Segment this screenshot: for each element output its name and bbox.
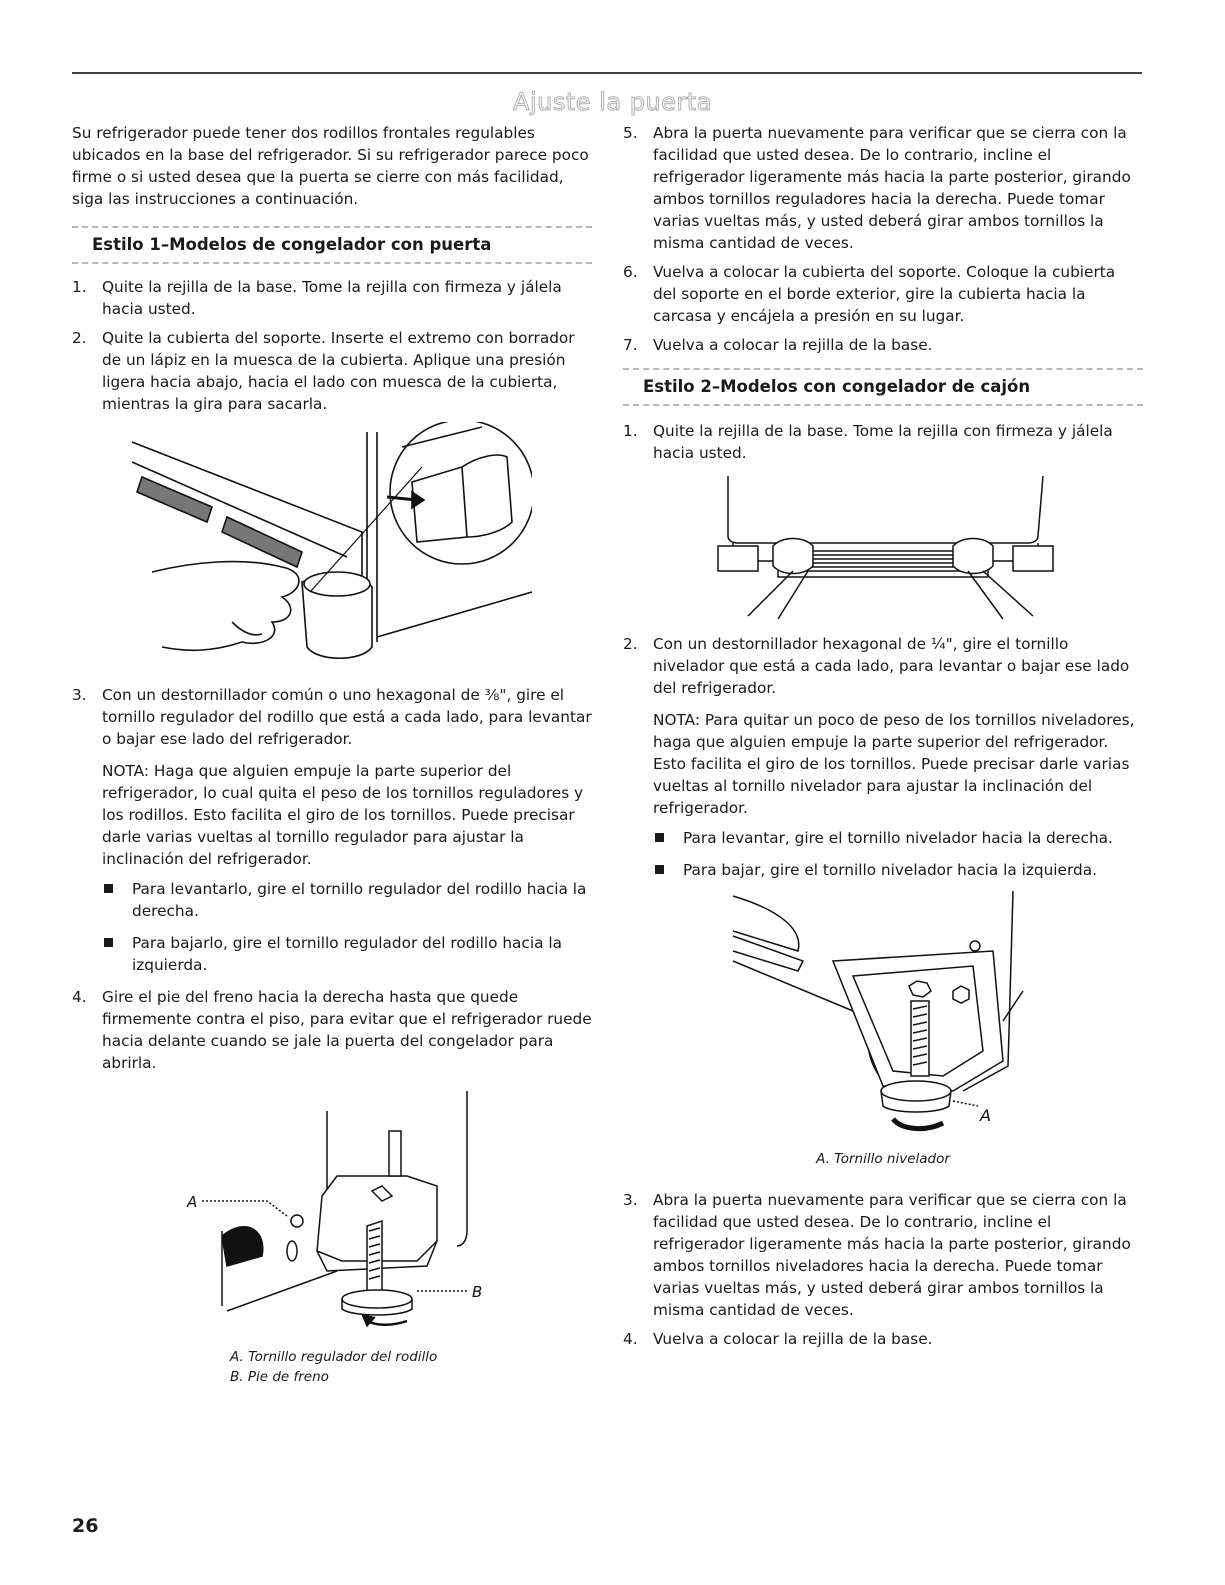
style1-steps-b [72,684,592,1074]
step-number: 2. [623,635,638,653]
bullet-item: Para levantar, gire el tornillo nivelador hacia la derecha. [653,827,1143,849]
page-number: 26 [72,1515,99,1537]
step-text: Quite la rejilla de la base. Tome la rejilla con firmeza y jálela hacia usted. [102,278,562,318]
caption-a: A. Tornillo regulador del rodillo [230,1349,438,1365]
step-item [623,334,1143,356]
page-title: Ajuste la puerta [513,88,712,116]
step-text: Vuelva a colocar la rejilla de la base. [653,336,933,354]
leveling-screw-illustration [703,891,1063,1141]
note-text: Para quitar un poco de peso de los tornillos niveladores, haga que alguien empuje la parte superior del refrigerador. Esto facilita el giro de los tornillos. Puede precisar darle varias vueltas al tornillo nivelador para ajustar la inclinación del refrigerador. [653,711,1135,817]
bullet-item: Para bajarlo, gire el tornillo regulador del rodillo hacia la izquierda. [102,932,592,976]
step-item [72,327,592,415]
bullet-list [653,827,1143,881]
style2-steps-c [623,1189,1143,1350]
note-label: NOTA: [653,711,700,729]
step-item [623,1328,1143,1350]
step-number: 7. [623,336,638,354]
step-number: 4. [623,1330,638,1348]
step-text: Abra la puerta nuevamente para verificar que se cierra con la facilidad que usted desea. De lo contrario, incline el refrigerador ligeramente más hacia la parte posterior, girando ambos tornillos reguladores hacia la derecha. Puede tomar varias vueltas más, y usted deberá girar ambos tornillos la misma cantidad de veces. [653,124,1131,252]
step-number: 3. [72,686,87,704]
note-paragraph [102,760,592,870]
step-number: 6. [623,263,638,281]
step-number: 2. [72,329,87,347]
step-item [623,1189,1143,1321]
step-text: Vuelva a colocar la cubierta del soporte. Coloque la cubierta del soporte en el borde exterior, gire la cubierta hacia la carcasa y encájela a presión en su lugar. [653,263,1116,325]
step-item [623,420,1143,464]
note-text: Haga que alguien empuje la parte superior del refrigerador, lo cual quita el peso de los tornillos reguladores y los rodillos. Esto facilita el giro de los tornillos. Puede precisar darle varias vueltas al tornillo regulador para ajustar la inclinación del refrigerador. [102,762,584,868]
leveling-screw-caption: A. Tornillo nivelador [816,1151,950,1167]
step-text: Quite la rejilla de la base. Tome la rejilla con firmeza y jálela hacia usted. [653,422,1113,462]
step-number: 1. [72,278,87,296]
style1-steps-a [72,276,592,415]
step-text: Con un destornillador común o uno hexagonal de ⅜", gire el tornillo regulador del rodillo que está a cada lado, para levantar o bajar ese lado del refrigerador. [102,686,592,748]
bullet-list [102,878,592,976]
step-number: 5. [623,124,638,142]
figure-label-a: A [187,1193,198,1211]
step-number: 3. [623,1191,638,1209]
style2-steps-b [623,633,1143,881]
step-number: 1. [623,422,638,440]
step-text: Quite la cubierta del soporte. Inserte el extremo con borrador de un lápiz en la muesca de la cubierta. Aplique una presión ligera hacia abajo, hacia el lado con muesca de la cubierta, mientras la gira para sacarla. [102,329,575,413]
bullet-item: Para bajar, gire el tornillo nivelador hacia la izquierda. [653,859,1143,881]
style1-heading: Estilo 1–Modelos de congelador con puerta [72,226,592,264]
step-item [72,684,592,976]
step-item [623,261,1143,327]
step-text: Vuelva a colocar la rejilla de la base. [653,1330,933,1348]
style1-steps-c [623,122,1143,356]
drawer-grille-removal-illustration [683,471,1083,621]
note-label: NOTA: [102,762,149,780]
style2-heading: Estilo 2–Modelos con congelador de cajón [623,368,1143,406]
style2-steps-a [623,420,1143,464]
step-text: Gire el pie del freno hacia la derecha hasta que quede firmemente contra el piso, para evitar que el refrigerador ruede hacia delante cuando se jale la puerta del congelador para abrirla. [102,988,592,1072]
bullet-item: Para levantarlo, gire el tornillo regulador del rodillo hacia la derecha. [102,878,592,922]
step-text: Abra la puerta nuevamente para verificar que se cierra con la facilidad que usted desea. De lo contrario, incline el refrigerador ligeramente más hacia la parte posterior, girando ambos tornillos niveladores hacia la derecha. Puede tomar varias vueltas más, y usted deberá girar ambos tornillos la misma cantidad de veces. [653,1191,1131,1319]
step-item [72,986,592,1074]
top-rule [72,72,1142,74]
figure-label-b: B [472,1283,483,1301]
note-paragraph [653,709,1143,819]
roller-screw-brake-illustration [167,1081,497,1341]
base-grille-cover-illustration [132,422,532,672]
left-column [72,122,592,1387]
step-item [623,633,1143,881]
caption-b: B. Pie de freno [230,1369,329,1385]
right-column [623,122,1143,1357]
figure-label-a: A [980,1106,991,1125]
step-text: Con un destornillador hexagonal de ¼", gire el tornillo nivelador que está a cada lado, para levantar o bajar ese lado del refrigerador. [653,635,1130,697]
step-item [72,276,592,320]
intro-paragraph: Su refrigerador puede tener dos rodillos frontales regulables ubicados en la base del refrigerador. Si su refrigerador parece poco firme o si usted desea que la puerta se cierre con más facilidad, siga las instrucciones a continuación. [72,124,589,208]
figure-captions [72,1347,592,1387]
step-item [623,122,1143,254]
step-number: 4. [72,988,87,1006]
